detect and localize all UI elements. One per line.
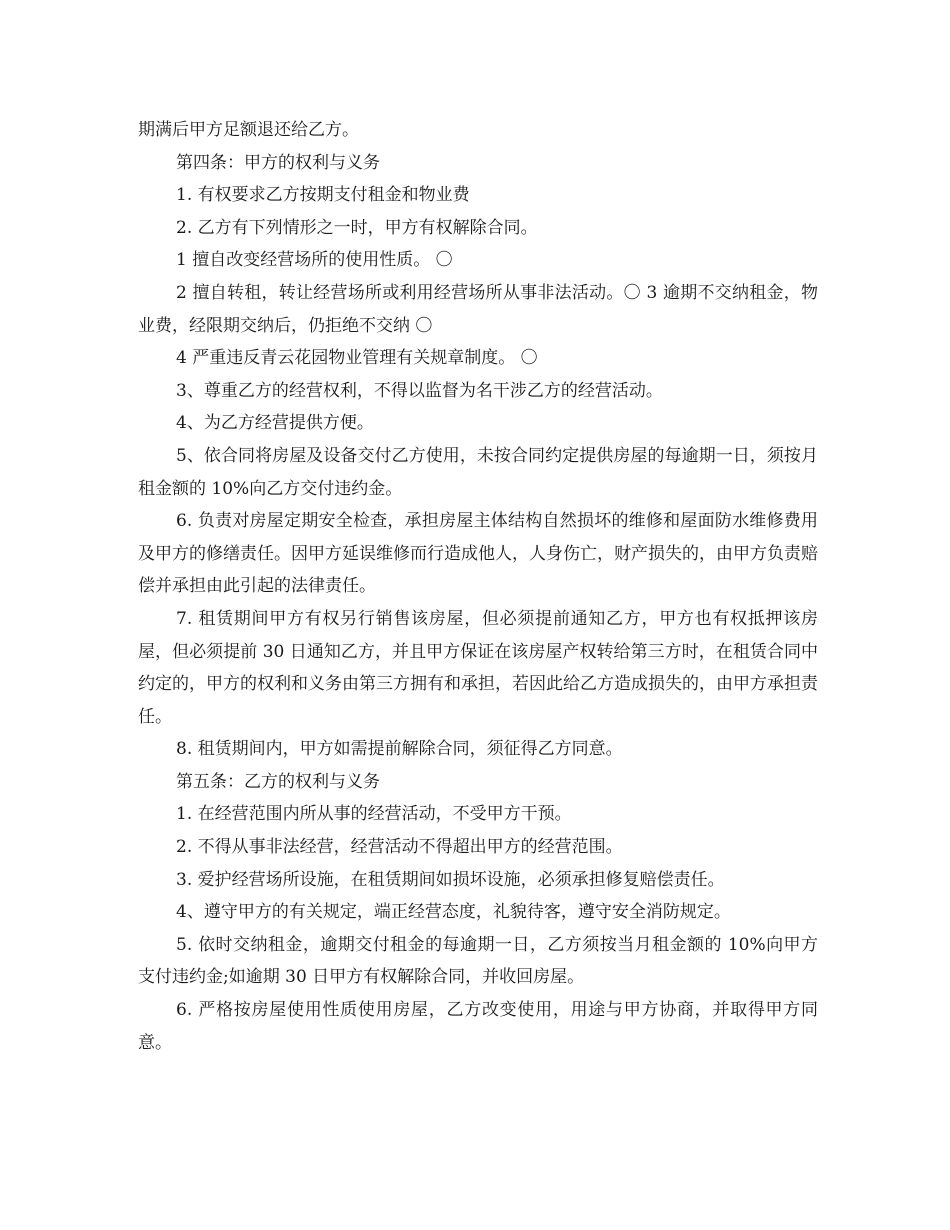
paragraph: 2 擅自转租，转让经营场所或利用经营场所从事非法活动。〇 3 逾期不交纳租金，物业费，经限期交纳后，仍拒绝不交纳 〇 <box>138 282 818 336</box>
paragraph: 6. 严格按房屋使用性质使用房屋，乙方改变使用，用途与甲方协商，并取得甲方同意。 <box>138 1000 818 1053</box>
paragraph: 1. 有权要求乙方按期支付租金和物业费 <box>176 185 470 206</box>
section-heading-article-5: 第五条：乙方的权利与义务 <box>176 771 380 792</box>
paragraph: 5、依合同将房屋及设备交付乙方使用，未按合同约定提供房屋的每逾期一日，须按月租金额的 10%向乙方交付违约金。 <box>138 445 818 499</box>
paragraph: 1 擅自改变经营场所的使用性质。 〇 <box>176 250 453 271</box>
paragraph: 5. 依时交纳租金，逾期交付租金的每逾期一日，乙方须按当月租金额的 10%向甲方支付违约金;如逾期 30 日甲方有权解除合同，并收回房屋。 <box>138 934 818 988</box>
paragraph: 8. 租赁期间内，甲方如需提前解除合同，须征得乙方同意。 <box>176 739 623 760</box>
paragraph: 4 严重违反青云花园物业管理有关规章制度。 〇 <box>176 348 538 369</box>
paragraph: 1. 在经营范围内所从事的经营活动，不受甲方干预。 <box>176 804 572 825</box>
paragraph: 3、尊重乙方的经营权利，不得以监督为名干涉乙方的经营活动。 <box>176 380 663 401</box>
paragraph: 6. 负责对房屋定期安全检查，承担房屋主体结构自然损坏的维修和屋面防水维修费用及甲方的修缮责任。因甲方延误维修而行造成他人，人身伤亡，财产损失的，由甲方负责赔偿并承担由此引起的法律责任。 <box>138 511 818 597</box>
document-body <box>138 114 818 1059</box>
paragraph: 4、遵守甲方的有关规定，端正经营态度，礼貌待客，遵守安全消防规定。 <box>176 902 731 923</box>
paragraph-continuation: 期满后甲方足额退还给乙方。 <box>138 120 359 140</box>
paragraph: 7. 租赁期间甲方有权另行销售该房屋，但必须提前通知乙方，甲方也有权抵押该房屋，但必须提前 30 日通知乙方，并且甲方保证在该房屋产权转给第三方时，在租赁合同中约定的，甲方的权利和义务由第三方拥有和承担，若因此给乙方造成损失的，由甲方承担责任。 <box>138 608 818 727</box>
section-heading-article-4: 第四条：甲方的权利与义务 <box>176 152 380 173</box>
paragraph: 3. 爱护经营场所设施，在租赁期间如损坏设施，必须承担修复赔偿责任。 <box>176 869 725 890</box>
paragraph: 4、为乙方经营提供方便。 <box>176 413 374 434</box>
paragraph: 2. 不得从事非法经营，经营活动不得超出甲方的经营范围。 <box>176 837 623 858</box>
paragraph: 2. 乙方有下列情形之一时，甲方有权解除合同。 <box>176 217 538 238</box>
